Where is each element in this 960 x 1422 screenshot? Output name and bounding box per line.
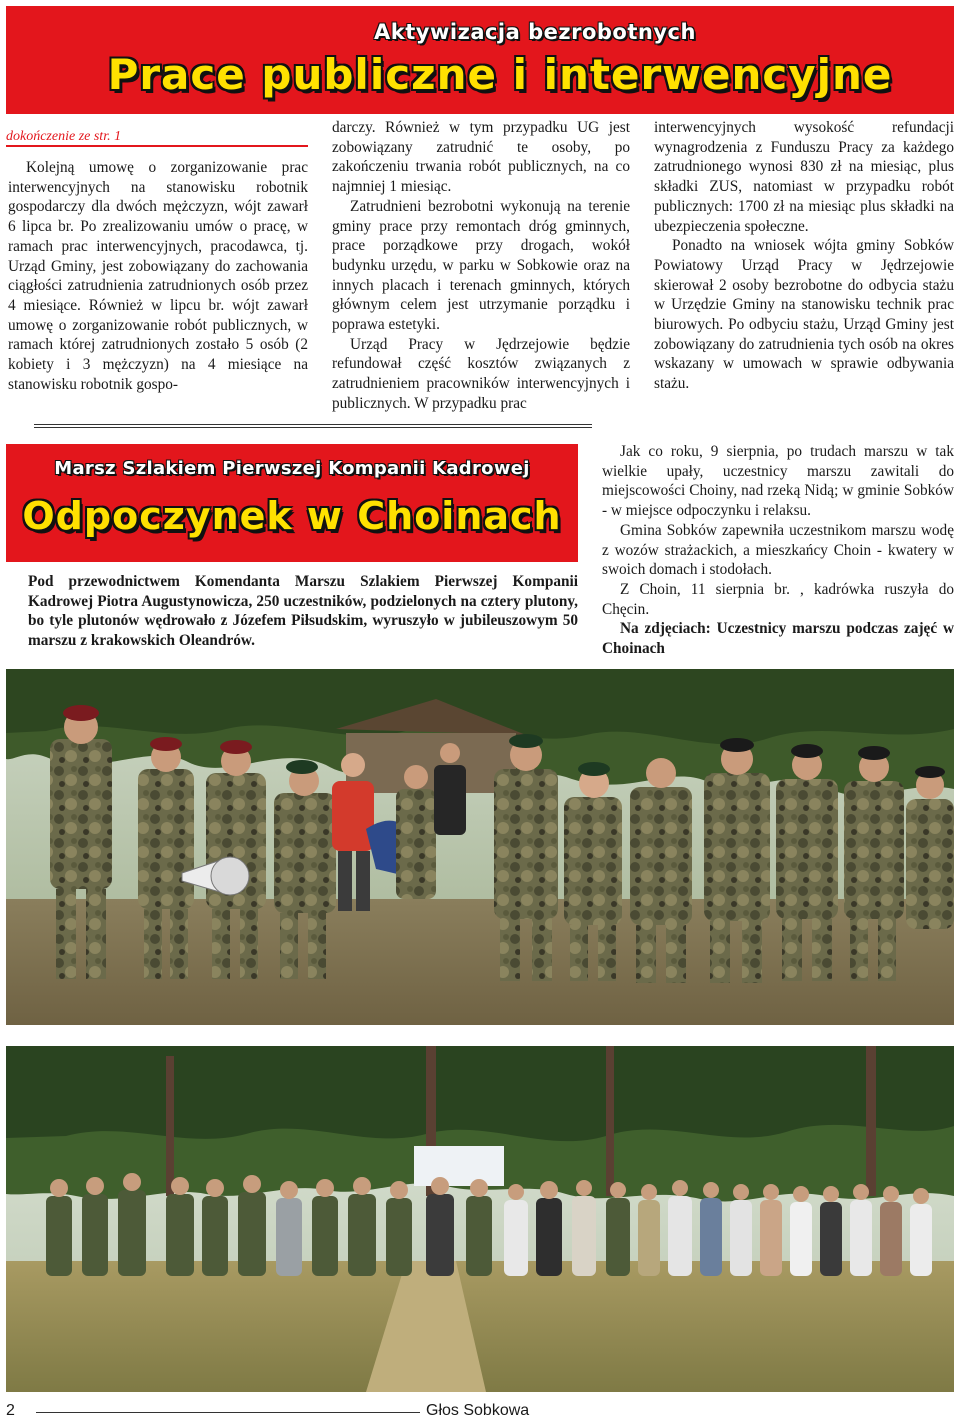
article2-banner bbox=[6, 444, 578, 562]
paragraph: Ponadto na wniosek wójta gminy Sobków Powiatowy Urząd Pracy w Jędrzejowie skierował 2 osoby bezrobotne do odbycia stażu w Urzędzie Gminy na stanowisku technik prac biurowych. Po odbyciu stażu, Urząd Gminy jest zobowiązany do zatrudnienia tych osób na okres wskazany w umowach w sprawie odbywania stażu. bbox=[654, 237, 954, 393]
publication-name: Głos Sobkowa bbox=[426, 1402, 530, 1419]
page-number: 2 bbox=[6, 1402, 15, 1419]
article-column-2 bbox=[332, 118, 630, 414]
section-kicker: Aktywizacja bezrobotnych bbox=[374, 20, 696, 44]
article2-headline: Odpoczynek w Choinach bbox=[22, 494, 562, 538]
article-column-3 bbox=[654, 118, 954, 394]
paragraph: Urząd Pracy w Jędrzejowie będzie refundował część kosztów związanych z zatrudnieniem pracowników interwencyjnych i publicznych. W przypadku prac bbox=[332, 335, 630, 412]
photo-caption-text: Na zdjęciach: Uczestnicy marszu podczas zajęć w Choinach bbox=[602, 620, 954, 658]
paragraph: Kolejną umowę o zorganizowanie prac interwencyjnych na stanowisku robotnik gospodarczy dla dwóch mężczyzn, wójt zawarł 6 lipca br. Po zrealizowaniu umów o pracę, w ramach prac interwencyjnych, pracodawca, tj. Urząd Gminy, jest zobowiązany do zachowania ciągłości zatrudnienia zatrudnionych osób przez 4 miesiące. Również w lipcu br. wójt zawarł umowę o zorganizowanie robót publicznych, w ramach której zatrudnionych zostało 5 osób (2 kobiety i 3 mężczyzn) na 4 miesiące na stanowisku robotnik gospo- bbox=[8, 159, 308, 393]
article-column-1 bbox=[8, 158, 308, 394]
page-footer bbox=[6, 1400, 954, 1422]
paragraph: interwencyjnych wysokość refundacji wynagrodzenia z Funduszu Pracy za każdego zatrudnionego wynosi 830 zł na miesiąc, plus składki ZUS, natomiast w przypadku robót publicznych: 1700 zł na miesiąc plus składki na ubezpieczenia społeczne. bbox=[654, 119, 954, 235]
section-divider bbox=[34, 424, 592, 431]
paragraph: darczy. Również w tym przypadku UG jest zobowiązany zatrudnić te osoby, po zakończeniu trwania robót publicznych, na co najmniej 1 miesiąc. bbox=[332, 119, 630, 196]
continuation-bar bbox=[6, 127, 308, 147]
article2-lead: Pod przewodnictwem Komendanta Marszu Szlakiem Pierwszej Kompanii Kadrowej Piotra Augustynowicza, 250 uczestników, podzielonych na cztery plutony, bo tyle plutonów wędrowało z Józefem Piłsudskim, wyruszyło w jubileuszowym 50 marszu z krakowskich Oleandrów. bbox=[28, 573, 578, 650]
section-banner bbox=[6, 6, 954, 114]
photo-caption bbox=[602, 619, 954, 658]
paragraph: Z Choin, 11 sierpnia br. , kadrówka ruszyła do Chęcin. bbox=[602, 580, 954, 618]
paragraph: Zatrudnieni bezrobotni wykonują na terenie gminy prace przy remontach dróg gminnych, prace porządkowe przy drogach, wokół budynku urzędu, w parku w Sobkowie oraz na innych placach i terenach gminnych, których głównym celem jest utrzymanie porządku i poprawa estetyki. bbox=[332, 197, 630, 334]
footer-rule bbox=[36, 1412, 420, 1413]
photo-march-participants-lineup bbox=[6, 669, 954, 1025]
continuation-note: dokończenie ze str. 1 bbox=[6, 129, 122, 144]
photo-march-crowd-meadow bbox=[6, 1046, 954, 1392]
article2-column bbox=[602, 442, 954, 659]
paragraph: Gmina Sobków zapewniła uczestnikom marszu wodę z wozów strażackich, a mieszkańcy Choin - kwatery w swoich domach i stodołach. bbox=[602, 521, 954, 579]
article-headline: Prace publiczne i interwencyjne bbox=[107, 50, 893, 99]
paragraph: Jak co roku, 9 sierpnia, po trudach marszu w tak wielkie upały, uczestnicy marszu zawitali do miejscowości Choiny, nad rzeką Nidą; w gminie Sobków - w miejsce odpoczynku i relaksu. bbox=[602, 443, 954, 520]
article2-kicker: Marsz Szlakiem Pierwszej Kompanii Kadrowej bbox=[54, 458, 530, 479]
